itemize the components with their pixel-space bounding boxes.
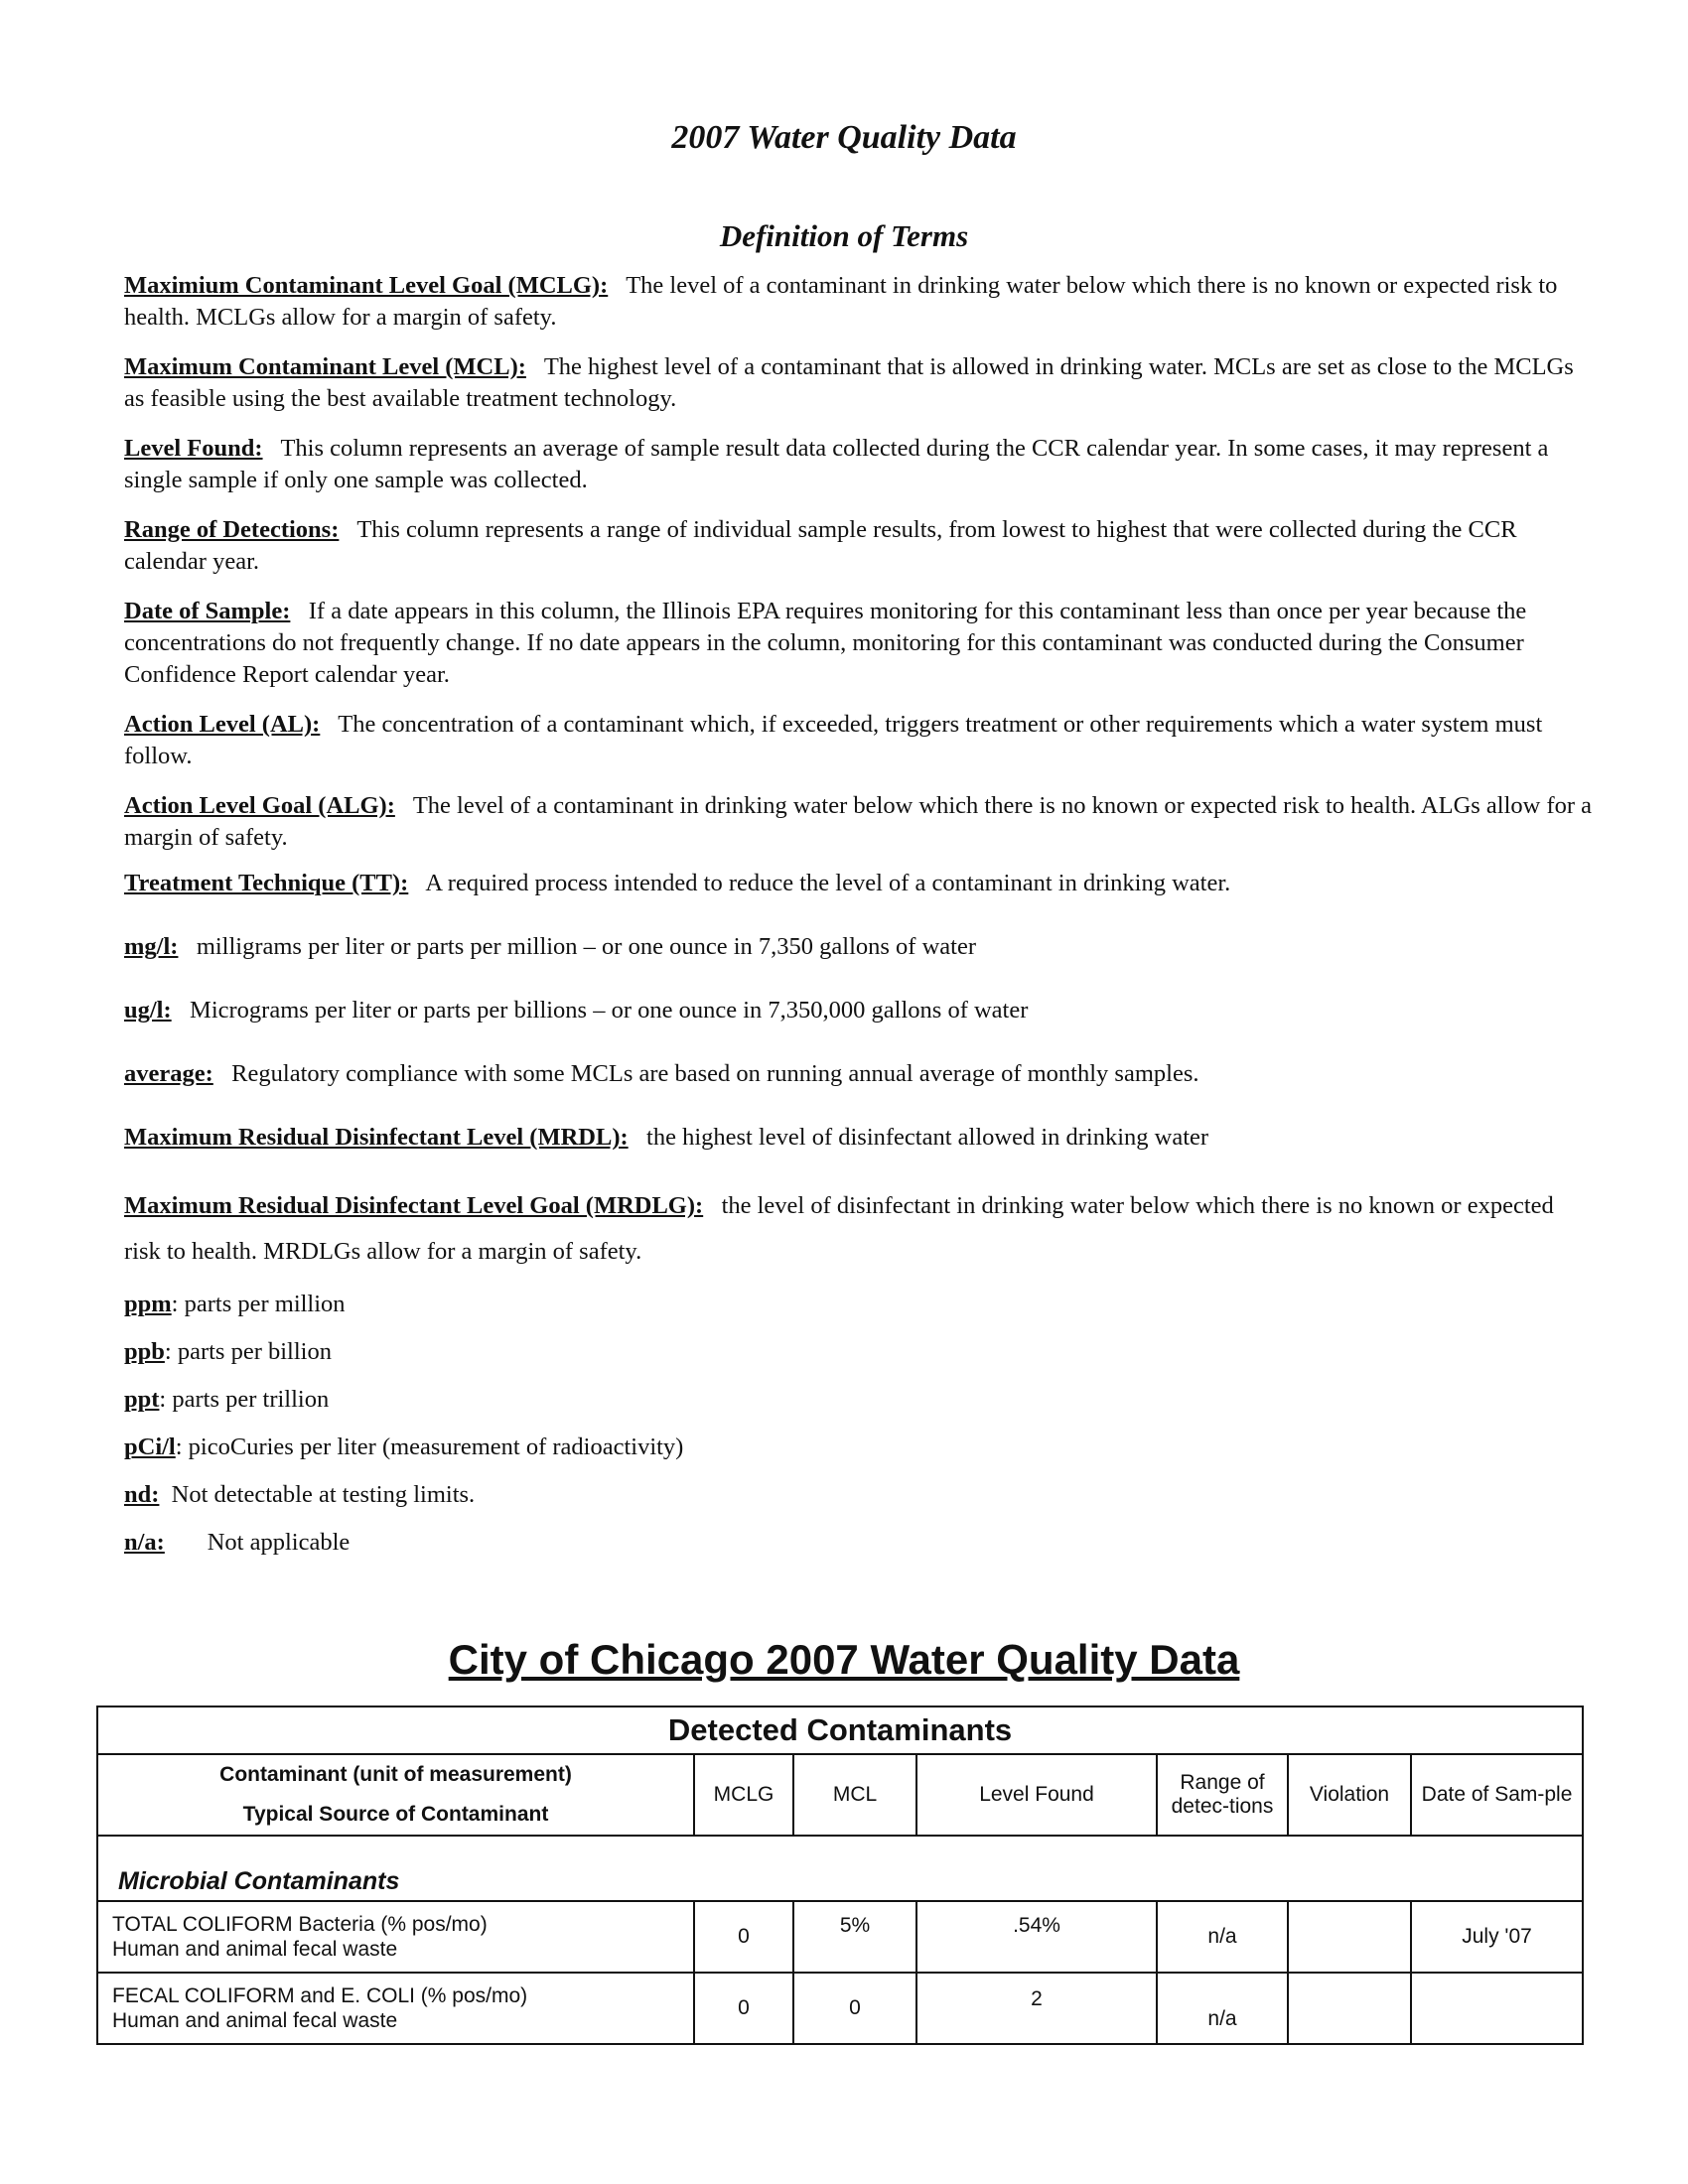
detected-contaminants-table xyxy=(96,1706,1584,2045)
term-mrdl: Maximum Residual Disinfectant Level (MRDL): the highest level of disinfectant allowed in drinking water xyxy=(124,1124,1209,1151)
contaminant-source: Human and animal fecal waste xyxy=(112,2009,398,2032)
row-contaminant xyxy=(97,1901,694,1973)
cell-date xyxy=(1411,1973,1583,2044)
water-quality-heading: City of Chicago 2007 Water Quality Data xyxy=(448,1636,1240,1683)
term-mrdlg: Maximum Residual Disinfectant Level Goal (MRDLG): the level of disinfectant in drinking water below which there is no known or expected risk to health. MRDLGs allow for a margin of safety. xyxy=(124,1192,1554,1265)
row-contaminant xyxy=(97,1973,694,2044)
term-ug-l: ug/l: Micrograms per liter or parts per billions – or one ounce in 7,350,000 gallons of water xyxy=(124,997,1029,1024)
cell-level-found: .54% xyxy=(916,1901,1157,1973)
section-microbial: Microbial Contaminants xyxy=(97,1836,1583,1901)
term-action-level-goal: Action Level Goal (ALG): The level of a contaminant in drinking water below which there is no known or expected risk to health. ALGs allow for a margin of safety. xyxy=(124,792,1593,851)
contaminant-name: FECAL COLIFORM and E. COLI (% pos/mo) xyxy=(112,1984,528,2007)
table-caption: Detected Contaminants xyxy=(97,1706,1583,1754)
cell-date: July '07 xyxy=(1411,1901,1583,1973)
header-mclg: MCLG xyxy=(694,1754,793,1836)
term-ppb: ppb: parts per billion xyxy=(124,1338,332,1365)
term-average: average: Regulatory compliance with some MCLs are based on running annual average of monthly samples. xyxy=(124,1060,1199,1087)
cell-mclg: 0 xyxy=(694,1901,793,1973)
term-ppt: ppt: parts per trillion xyxy=(124,1386,330,1413)
cell-mclg: 0 xyxy=(694,1973,793,2044)
term-level-found: Level Found: This column represents an average of sample result data collected during the CCR calendar year. In some cases, it may represent a single sample if only one sample was collected. xyxy=(124,435,1549,493)
document-title: 2007 Water Quality Data xyxy=(671,119,1017,156)
term-treatment-technique: Treatment Technique (TT): A required process intended to reduce the level of a contaminant in drinking water. xyxy=(124,870,1231,896)
cell-range: n/a xyxy=(1157,1973,1288,2044)
header-date: Date of Sam-ple xyxy=(1411,1754,1583,1836)
cell-violation xyxy=(1288,1973,1411,2044)
term-nd: nd: Not detectable at testing limits. xyxy=(124,1481,476,1508)
term-mcl: Maximum Contaminant Level (MCL): The highest level of a contaminant that is allowed in drinking water. MCLs are set as close to the MCLGs as feasible using the best available treatment technology. xyxy=(124,353,1574,412)
header-mcl: MCL xyxy=(793,1754,916,1836)
header-contaminant xyxy=(97,1754,694,1836)
header-violation: Violation xyxy=(1288,1754,1411,1836)
cell-mcl: 5% xyxy=(793,1901,916,1973)
header-level-found: Level Found xyxy=(916,1754,1157,1836)
term-na: n/a: Not applicable xyxy=(124,1529,351,1556)
cell-level-found: 2 xyxy=(916,1973,1157,2044)
term-mg-l: mg/l: milligrams per liter or parts per million – or one ounce in 7,350 gallons of water xyxy=(124,933,976,960)
header-range: Range of detec-tions xyxy=(1157,1754,1288,1836)
cell-mcl: 0 xyxy=(793,1973,916,2044)
table-row xyxy=(97,1901,1583,1973)
term-mclg: Maximium Contaminant Level Goal (MCLG): The level of a contaminant in drinking water below which there is no known or expected risk to health. MCLGs allow for a margin of safety. xyxy=(124,272,1558,331)
table-row xyxy=(97,1973,1583,2044)
contaminant-name: TOTAL COLIFORM Bacteria (% pos/mo) xyxy=(112,1913,488,1936)
definitions-list xyxy=(124,270,1594,1559)
header-source-label: Typical Source of Contaminant xyxy=(242,1803,549,1826)
contaminant-source: Human and animal fecal waste xyxy=(112,1938,398,1961)
cell-violation xyxy=(1288,1901,1411,1973)
term-action-level: Action Level (AL): The concentration of a contaminant which, if exceeded, triggers treatment or other requirements which a water system must follow. xyxy=(124,711,1543,769)
term-pci-l: pCi/l: picoCuries per liter (measurement of radioactivity) xyxy=(124,1433,684,1460)
term-date-of-sample: Date of Sample: If a date appears in this column, the Illinois EPA requires monitoring for this contaminant less than once per year because the concentrations do not frequently change. If no date appears in the column, monitoring for this contaminant was conducted during the Consumer Confidence Report calendar year. xyxy=(124,598,1527,688)
term-range-of-detections: Range of Detections: This column represents a range of individual sample results, from lowest to highest that were collected during the CCR calendar year. xyxy=(124,516,1517,575)
term-ppm: ppm: parts per million xyxy=(124,1291,346,1317)
header-contaminant-label: Contaminant (unit of measurement) xyxy=(219,1763,572,1786)
cell-range: n/a xyxy=(1157,1901,1288,1973)
document-subtitle: Definition of Terms xyxy=(719,218,969,253)
